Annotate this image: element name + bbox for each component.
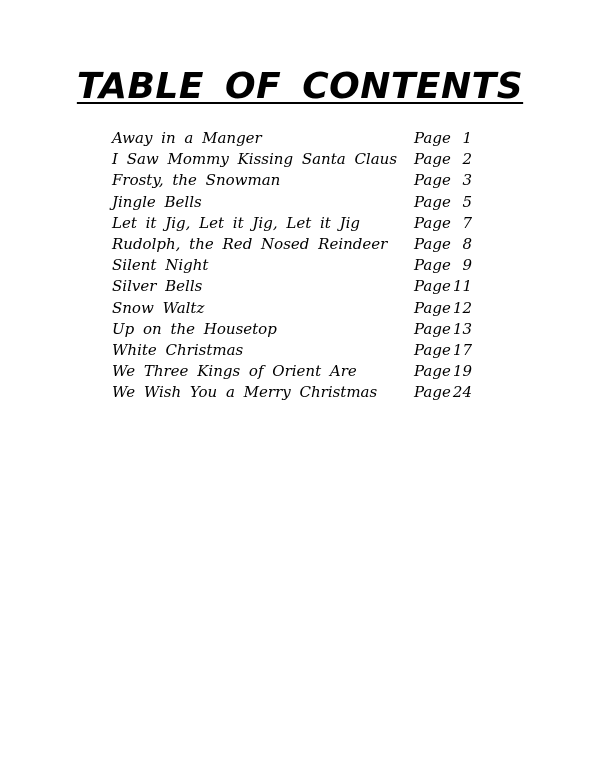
page-label: Page xyxy=(414,256,451,275)
page-reference xyxy=(414,213,472,234)
song-title: Silver Bells xyxy=(112,277,203,296)
page-number: 2 xyxy=(462,150,472,169)
page-number: 19 xyxy=(452,362,472,381)
toc-entry xyxy=(112,276,482,297)
song-title: Let it Jig, Let it Jig, Let it Jig xyxy=(112,213,360,232)
page-number: 8 xyxy=(462,234,472,253)
page-number: 7 xyxy=(462,213,472,232)
page-reference xyxy=(414,170,472,191)
page-reference xyxy=(414,128,472,149)
toc-entry xyxy=(112,340,482,361)
page-number: 13 xyxy=(452,319,472,338)
page-reference xyxy=(414,149,472,170)
table-of-contents xyxy=(112,128,482,403)
song-title: Jingle Bells xyxy=(112,192,202,211)
page-number: 5 xyxy=(462,192,472,211)
page-reference xyxy=(414,255,472,276)
song-title: I Saw Mommy Kissing Santa Claus xyxy=(112,150,398,169)
toc-entry xyxy=(112,170,482,191)
song-title: We Three Kings of Orient Are xyxy=(112,362,357,381)
song-title: Away in a Manger xyxy=(112,129,262,147)
toc-entry xyxy=(112,319,482,340)
toc-entry xyxy=(112,149,482,170)
page-reference xyxy=(414,192,472,213)
page-number: 17 xyxy=(452,340,472,359)
song-title: Snow Waltz xyxy=(112,298,205,317)
page-label: Page xyxy=(414,340,451,359)
page-reference xyxy=(414,361,472,382)
page-reference xyxy=(414,319,472,340)
toc-entry xyxy=(112,255,482,276)
page-number: 12 xyxy=(452,298,472,317)
page-label: Page xyxy=(414,129,451,147)
page-number: 11 xyxy=(452,277,472,296)
page-title: TABLE OF CONTENTS xyxy=(76,66,524,107)
toc-entry xyxy=(112,234,482,255)
song-title: Silent Night xyxy=(112,256,209,275)
page-label: Page xyxy=(414,277,451,296)
toc-entry xyxy=(112,128,482,149)
page-label: Page xyxy=(414,234,451,253)
page-label: Page xyxy=(414,319,451,338)
song-title: Rudolph, the Red Nosed Reindeer xyxy=(112,234,388,253)
page-number: 1 xyxy=(462,129,472,147)
page-number: 9 xyxy=(462,256,472,275)
page-label: Page xyxy=(414,362,451,381)
song-title: Frosty, the Snowman xyxy=(112,171,281,190)
page-label: Page xyxy=(414,192,451,211)
page-label: Page xyxy=(414,150,451,169)
toc-entry xyxy=(112,298,482,319)
song-title: We Wish You a Merry Christmas xyxy=(112,383,378,402)
toc-entry xyxy=(112,213,482,234)
page-reference xyxy=(414,382,472,403)
page-label: Page xyxy=(414,213,451,232)
page-number: 3 xyxy=(462,171,472,190)
page-label: Page xyxy=(414,383,451,402)
song-title: Up on the Housetop xyxy=(112,319,277,338)
page-reference xyxy=(414,234,472,255)
page-number: 24 xyxy=(452,383,472,402)
toc-entry xyxy=(112,382,482,403)
page-reference xyxy=(414,298,472,319)
page-label: Page xyxy=(414,171,451,190)
page-reference xyxy=(414,276,472,297)
song-title: White Christmas xyxy=(112,340,244,359)
page-reference xyxy=(414,340,472,361)
toc-entry xyxy=(112,192,482,213)
page-label: Page xyxy=(414,298,451,317)
toc-entry xyxy=(112,361,482,382)
